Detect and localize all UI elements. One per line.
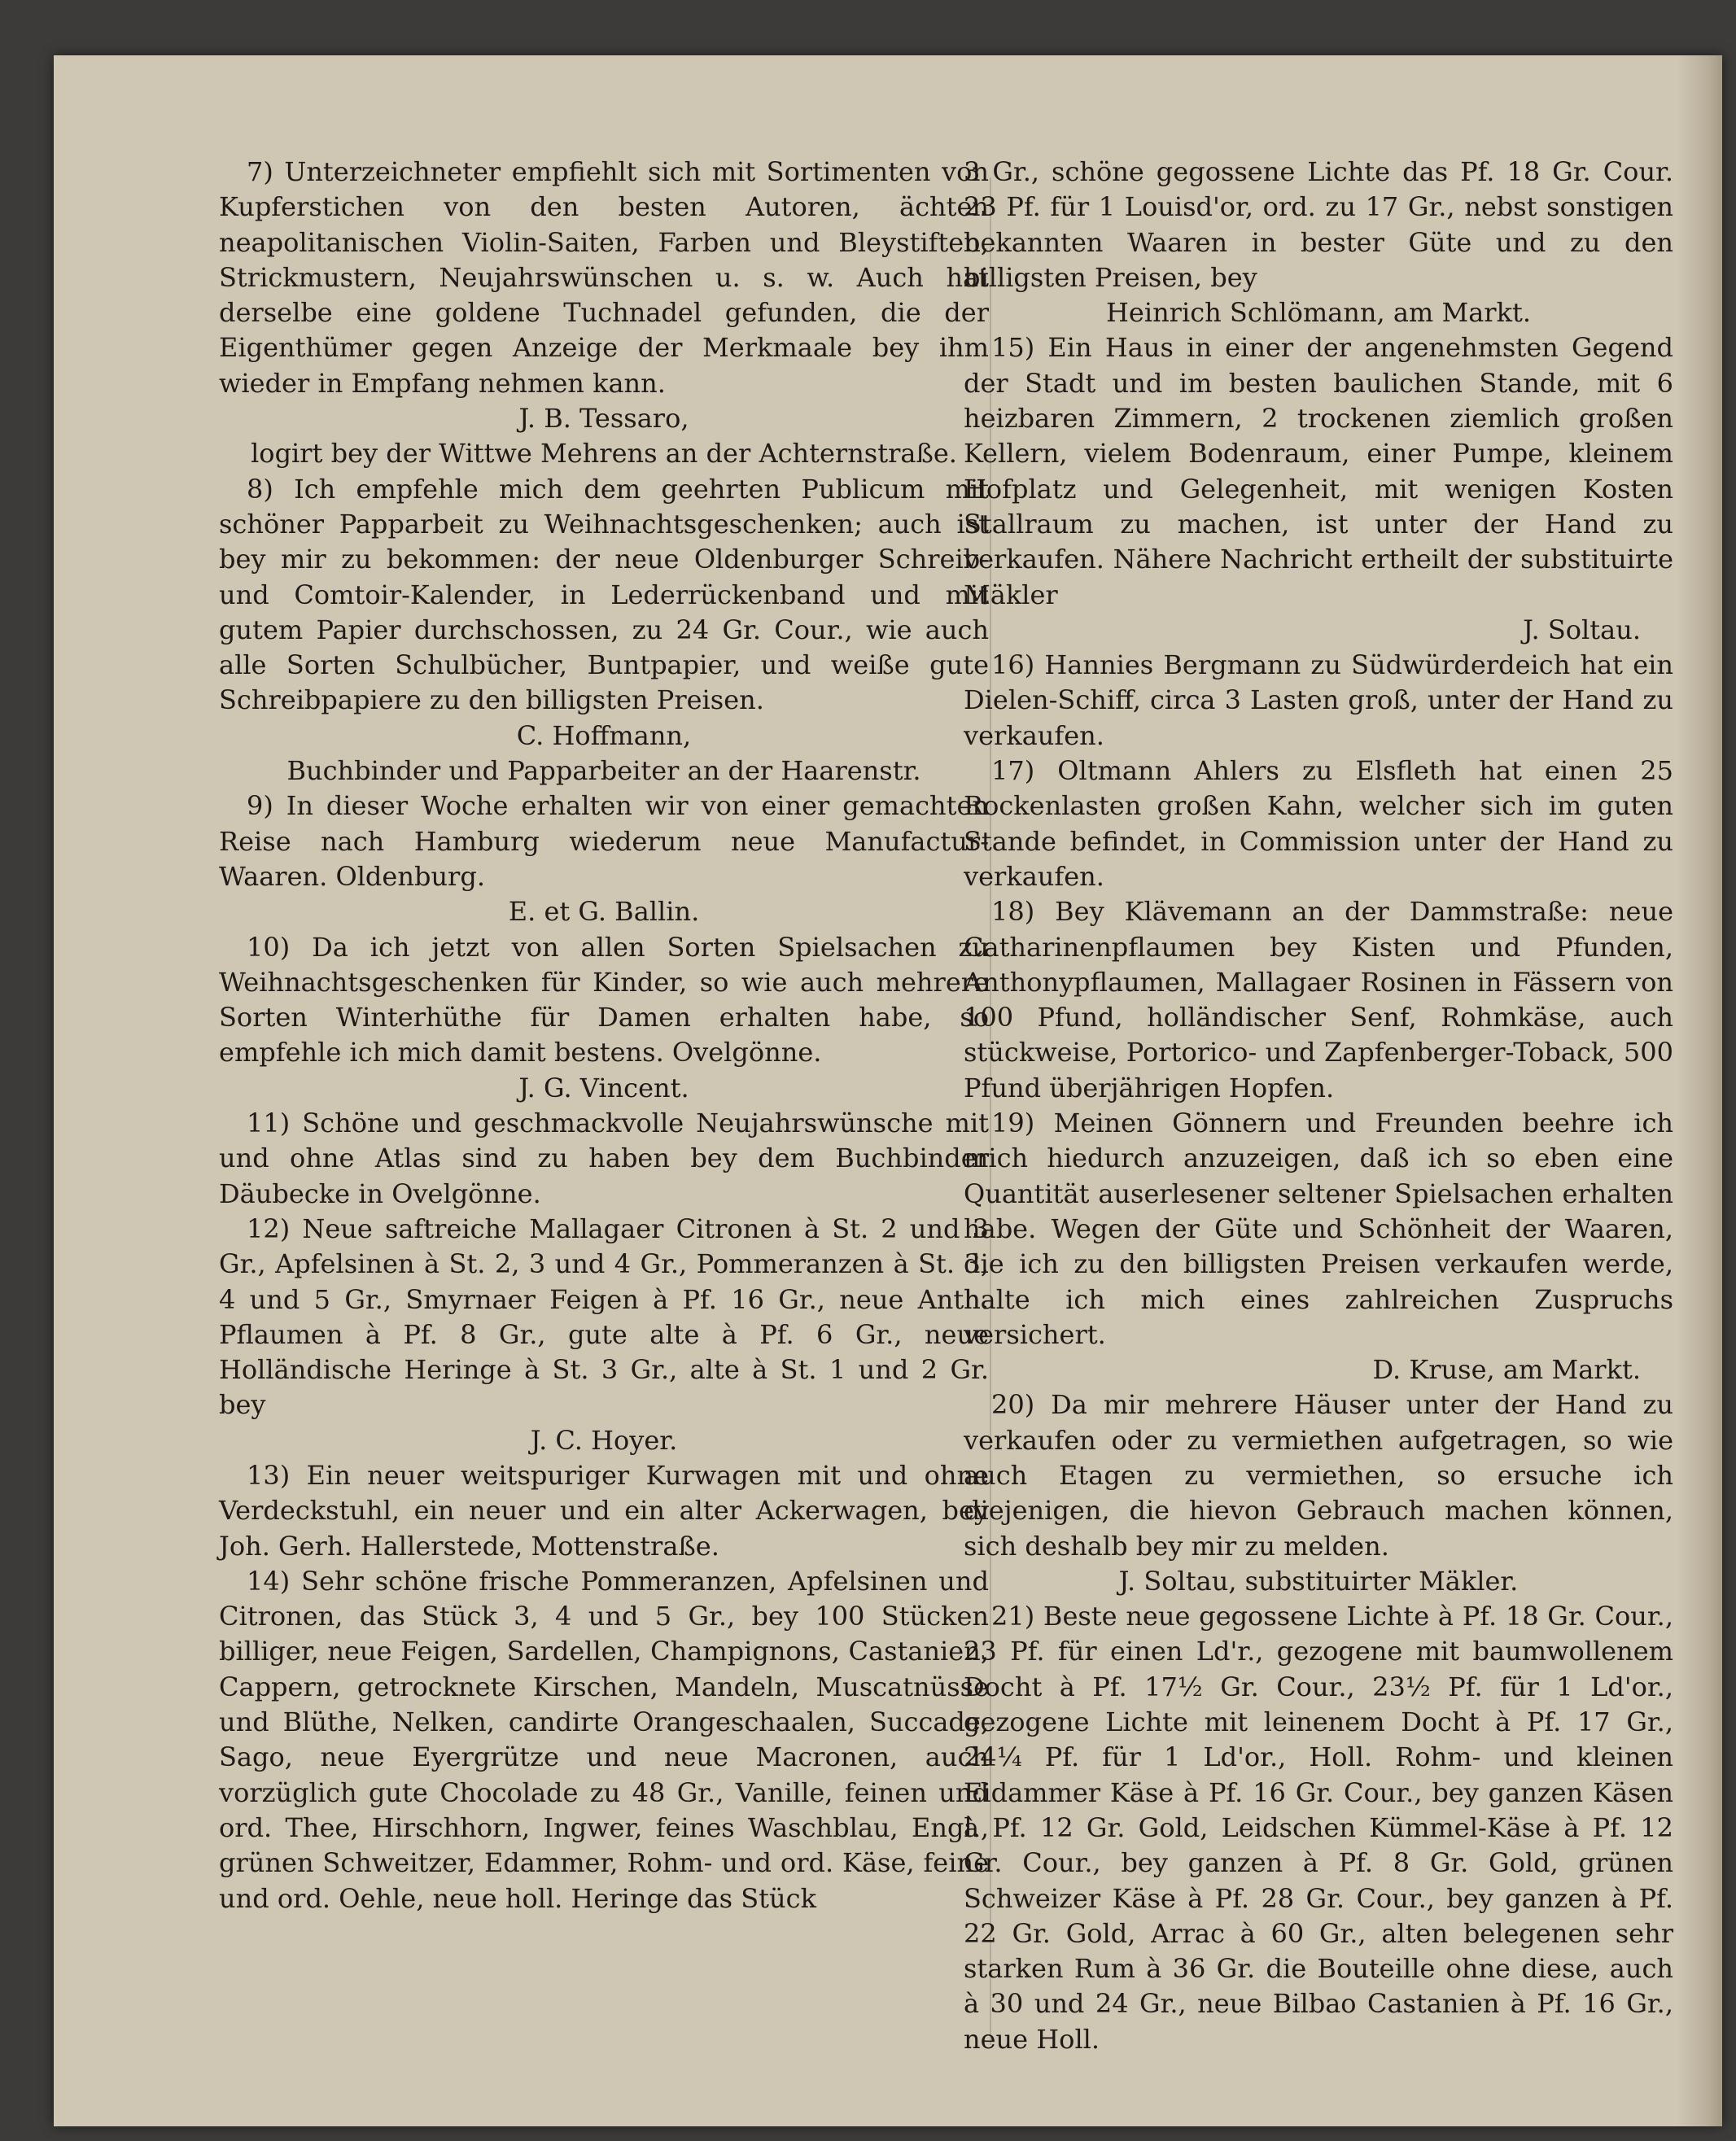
- ad-21-body: 21) Beste neue gegossene Lichte à Pf. 18 Gr. Cour., 23 Pf. für einen Ld'r., gezogene mit baumwollenem Docht à Pf. 17½ Gr. Cour., 23½ Pf. für 1 Ld'or., gezogene Lichte mit leinenem Docht à Pf. 17 Gr., 24¼ Pf. für 1 Ld'or., Holl. Rohm- und kleinen Eidammer Käse à Pf. 16 Gr. Cour., bey ganzen Käsen à Pf. 12 Gr. Gold, Leidschen Kümmel-Käse à Pf. 12 Gr. Cour., bey ganzen à Pf. 8 Gr. Gold, grünen Schweizer Käse à Pf. 28 Gr. Cour., bey ganzen à Pf. 22 Gr. Gold, Arrac à 60 Gr., alten belegenen sehr starken Rum à 36 Gr. die Bouteille ohne diese, auch à 30 und 24 Gr., neue Bilbao Castanien à Pf. 16 Gr., neue Holl.: [964, 1601, 1673, 2055]
- ad-9-body: 9) In dieser Woche erhalten wir von einer gemachten Reise nach Hamburg wiederum neue Manufactur-Waaren. Oldenburg.: [219, 790, 989, 892]
- ad-16-body: 16) Hannies Bergmann zu Südwürderdeich hat ein Dielen-Schiff, circa 3 Lasten groß, unter der Hand zu verkaufen.: [964, 649, 1673, 751]
- ad-20-signature: J. Soltau, substituirter Mäkler.: [1118, 1565, 1519, 1597]
- advertisement-12: [219, 1212, 989, 1458]
- right-column: [964, 155, 1673, 2057]
- advertisement-16: [964, 648, 1673, 754]
- ad-12-signature: J. C. Hoyer.: [530, 1424, 678, 1456]
- ad-14-continued-body: 3 Gr., schöne gegossene Lichte das Pf. 18 Gr. Cour. 23 Pf. für 1 Louisd'or, ord. zu 17 Gr., nebst sonstigen bekannten Waaren in bester Güte und zu den billigsten Preisen, bey: [964, 156, 1673, 293]
- ad-15-body: 15) Ein Haus in einer der angenehmsten Gegend der Stadt und im besten baulichen Stande, mit 6 heizbaren Zimmern, 2 trockenen ziemlich großen Kellern, vielem Bodenraum, einer Pumpe, kleinem Hofplatz und Gelegenheit, mit wenigen Kosten Stallraum zu machen, ist unter der Hand zu verkaufen. Nähere Nachricht ertheilt der substituirte Mäkler: [964, 332, 1673, 610]
- ad-18-body: 18) Bey Klävemann an der Dammstraße: neue Catharinenpflaumen bey Kisten und Pfunden, Anthonypflaumen, Mallagaer Rosinen in Fässern von 100 Pfund, holländischer Senf, Rohmkäse, auch stückweise, Portorico- und Zapfenberger-Toback, 500 Pfund überjährigen Hopfen.: [964, 896, 1673, 1103]
- ad-7-signature: J. B. Tessaro,: [518, 403, 689, 435]
- advertisement-17: [964, 754, 1673, 894]
- advertisement-13: [219, 1458, 989, 1564]
- ad-14-signature: Heinrich Schlömann, am Markt.: [1105, 297, 1531, 329]
- left-column: [219, 155, 989, 1916]
- ad-8-signature: C. Hoffmann,: [516, 719, 692, 751]
- page-gutter-shadow: [1677, 55, 1722, 2126]
- ad-19-signature: D. Kruse, am Markt.: [1372, 1354, 1641, 1386]
- advertisement-8: [219, 472, 989, 789]
- ad-9-signature: E. et G. Ballin.: [508, 896, 700, 928]
- ad-12-body: 12) Neue saftreiche Mallagaer Citronen à St. 2 und 3 Gr., Apfelsinen à St. 2, 3 und 4 Gr., Pommeranzen à St. 3, 4 und 5 Gr., Smyrnaer Feigen à Pf. 16 Gr., neue Anth. Pflaumen à Pf. 8 Gr., gute alte à Pf. 6 Gr., neue Holländische Heringe à St. 3 Gr., alte à St. 1 und 2 Gr. bey: [219, 1213, 989, 1421]
- ad-17-body: 17) Oltmann Ahlers zu Elsfleth hat einen 25 Rockenlasten großen Kahn, welcher sich im guten Stande befindet, in Commission unter der Hand zu verkaufen.: [964, 755, 1673, 892]
- advertisement-10: [219, 930, 989, 1106]
- advertisement-7: [219, 155, 989, 472]
- advertisement-14-continued: [964, 155, 1673, 330]
- ad-8-address: Buchbinder und Papparbeiter an der Haarenstr.: [286, 755, 921, 787]
- advertisement-14: [219, 1564, 989, 1916]
- ad-10-signature: J. G. Vincent.: [518, 1072, 689, 1103]
- ad-7-body: 7) Unterzeichneter empfiehlt sich mit Sortimenten von Kupferstichen von den besten Autoren, ächten neapolitanischen Violin-Saiten, Farben und Bleystiften, Strickmustern, Neujahrswünschen u. s. w. Auch hat derselbe eine goldene Tuchnadel gefunden, die der Eigenthümer gegen Anzeige der Merkmaale bey ihm wieder in Empfang nehmen kann.: [219, 156, 989, 399]
- advertisement-18: [964, 894, 1673, 1106]
- advertisement-21: [964, 1599, 1673, 2057]
- ad-20-body: 20) Da mir mehrere Häuser unter der Hand zu verkaufen oder zu vermiethen aufgetragen, so wie auch Etagen zu vermiethen, so ersuche ich diejenigen, die hievon Gebrauch machen können, sich deshalb bey mir zu melden.: [964, 1389, 1673, 1562]
- ad-10-body: 10) Da ich jetzt von allen Sorten Spielsachen zu Weihnachtsgeschenken für Kinder, so wie auch mehrere Sorten Winterhüthe für Damen erhalten habe, so empfehle ich mich damit bestens. Ovelgönne.: [219, 931, 989, 1068]
- ad-15-signature: J. Soltau.: [1523, 614, 1641, 645]
- advertisement-9: [219, 789, 989, 929]
- ad-11-body: 11) Schöne und geschmackvolle Neujahrswünsche mit und ohne Atlas sind zu haben bey dem Buchbinder Däubecke in Ovelgönne.: [219, 1108, 989, 1209]
- newspaper-page: [54, 55, 1722, 2126]
- advertisement-15: [964, 330, 1673, 648]
- ad-13-body: 13) Ein neuer weitspuriger Kurwagen mit und ohne Verdeckstuhl, ein neuer und ein alter Ackerwagen, bey Joh. Gerh. Hallerstede, Mottenstraße.: [219, 1459, 989, 1562]
- ad-19-body: 19) Meinen Gönnern und Freunden beehre ich mich hiedurch anzuzeigen, daß ich so eben eine Quantität auserlesener seltener Spielsachen erhalten habe. Wegen der Güte und Schönheit der Waaren, die ich zu den billigsten Preisen verkaufen werde, halte ich mich eines zahlreichen Zuspruchs versichert.: [964, 1108, 1673, 1350]
- advertisement-11: [219, 1106, 989, 1212]
- ad-7-address: logirt bey der Wittwe Mehrens an der Achternstraße.: [251, 438, 957, 470]
- advertisement-19: [964, 1106, 1673, 1387]
- ad-8-body: 8) Ich empfehle mich dem geehrten Publicum mit schöner Papparbeit zu Weihnachtsgeschenken; auch ist bey mir zu bekommen: der neue Oldenburger Schreib- und Comtoir-Kalender, in Lederrückenband und mit gutem Papier durchschossen, zu 24 Gr. Cour., wie auch alle Sorten Schulbücher, Buntpapier, und weiße gute Schreibpapiere zu den billigsten Preisen.: [219, 473, 989, 716]
- ad-14-body: 14) Sehr schöne frische Pommeranzen, Apfelsinen und Citronen, das Stück 3, 4 und 5 Gr., bey 100 Stücken billiger, neue Feigen, Sardellen, Champignons, Castanien, Cappern, getrocknete Kirschen, Mandeln, Muscatnüsse und Blüthe, Nelken, candirte Orangeschaalen, Succade, Sago, neue Eyergrütze und neue Macronen, auch vorzüglich gute Chocolade zu 48 Gr., Vanille, feinen und ord. Thee, Hirschhorn, Ingwer, feines Waschblau, Engl., grünen Schweitzer, Edammer, Rohm- und ord. Käse, feine und ord. Oehle, neue holl. Heringe das Stück: [219, 1565, 989, 1914]
- advertisement-20: [964, 1387, 1673, 1599]
